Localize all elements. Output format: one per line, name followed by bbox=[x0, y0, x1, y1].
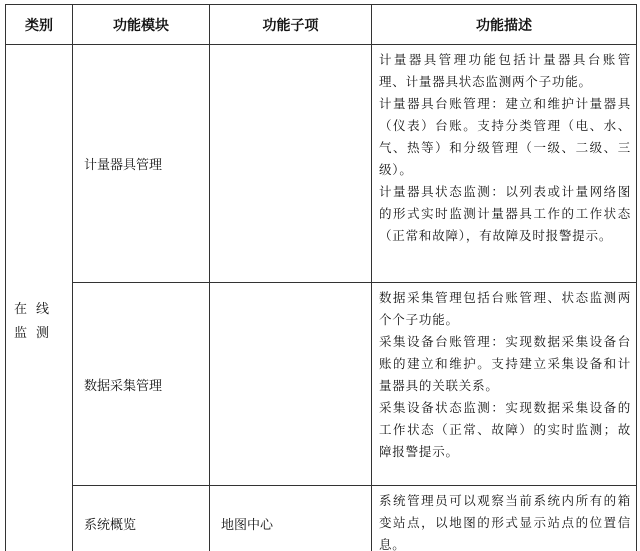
description-paragraph: 系统管理员可以观察当前系统内所有的箱变站点，以地图的形式显示站点的位置信息。 bbox=[379, 493, 631, 551]
table-header-row bbox=[6, 5, 637, 45]
table-row bbox=[6, 486, 637, 551]
description-paragraph: 采集设备状态监测：实现数据采集设备的工作状态（正常、故障）的实时监测；故障报警提示。 bbox=[379, 400, 631, 459]
category-cell: 在线监测 bbox=[6, 45, 73, 551]
table-row bbox=[6, 283, 637, 486]
module-cell: 系统概览 bbox=[73, 486, 210, 551]
header-subitem: 功能子项 bbox=[210, 5, 372, 45]
header-description: 功能描述 bbox=[372, 5, 637, 45]
table-row bbox=[6, 45, 637, 283]
header-category: 类别 bbox=[6, 5, 73, 45]
description-cell bbox=[372, 45, 637, 283]
subitem-cell: 地图中心 bbox=[210, 486, 372, 551]
subitem-cell bbox=[210, 283, 372, 486]
description-paragraph: 计量器具台账管理：建立和维护计量器具（仪表）台账。支持分类管理（电、水、气、热等）和分级管理（一级、二级、三级）。 bbox=[379, 96, 631, 177]
module-cell: 计量器具管理 bbox=[73, 45, 210, 283]
function-table bbox=[5, 4, 637, 551]
description-cell bbox=[372, 283, 637, 486]
header-module: 功能模块 bbox=[73, 5, 210, 45]
module-cell: 数据采集管理 bbox=[73, 283, 210, 486]
subitem-cell bbox=[210, 45, 372, 283]
description-paragraph: 计量器具状态监测：以列表或计量网络图的形式实时监测计量器具工作的工作状态（正常和故障），有故障及时报警提示。 bbox=[379, 184, 631, 243]
description-cell bbox=[372, 486, 637, 551]
description-paragraph: 数据采集管理包括台账管理、状态监测两个个子功能。 bbox=[379, 290, 631, 327]
description-paragraph: 计量器具管理功能包括计量器具台账管理、计量器具状态监测两个子功能。 bbox=[379, 52, 631, 89]
description-paragraph: 采集设备台账管理：实现数据采集设备台账的建立和维护。支持建立采集设备和计量器具的关联关系。 bbox=[379, 334, 631, 393]
